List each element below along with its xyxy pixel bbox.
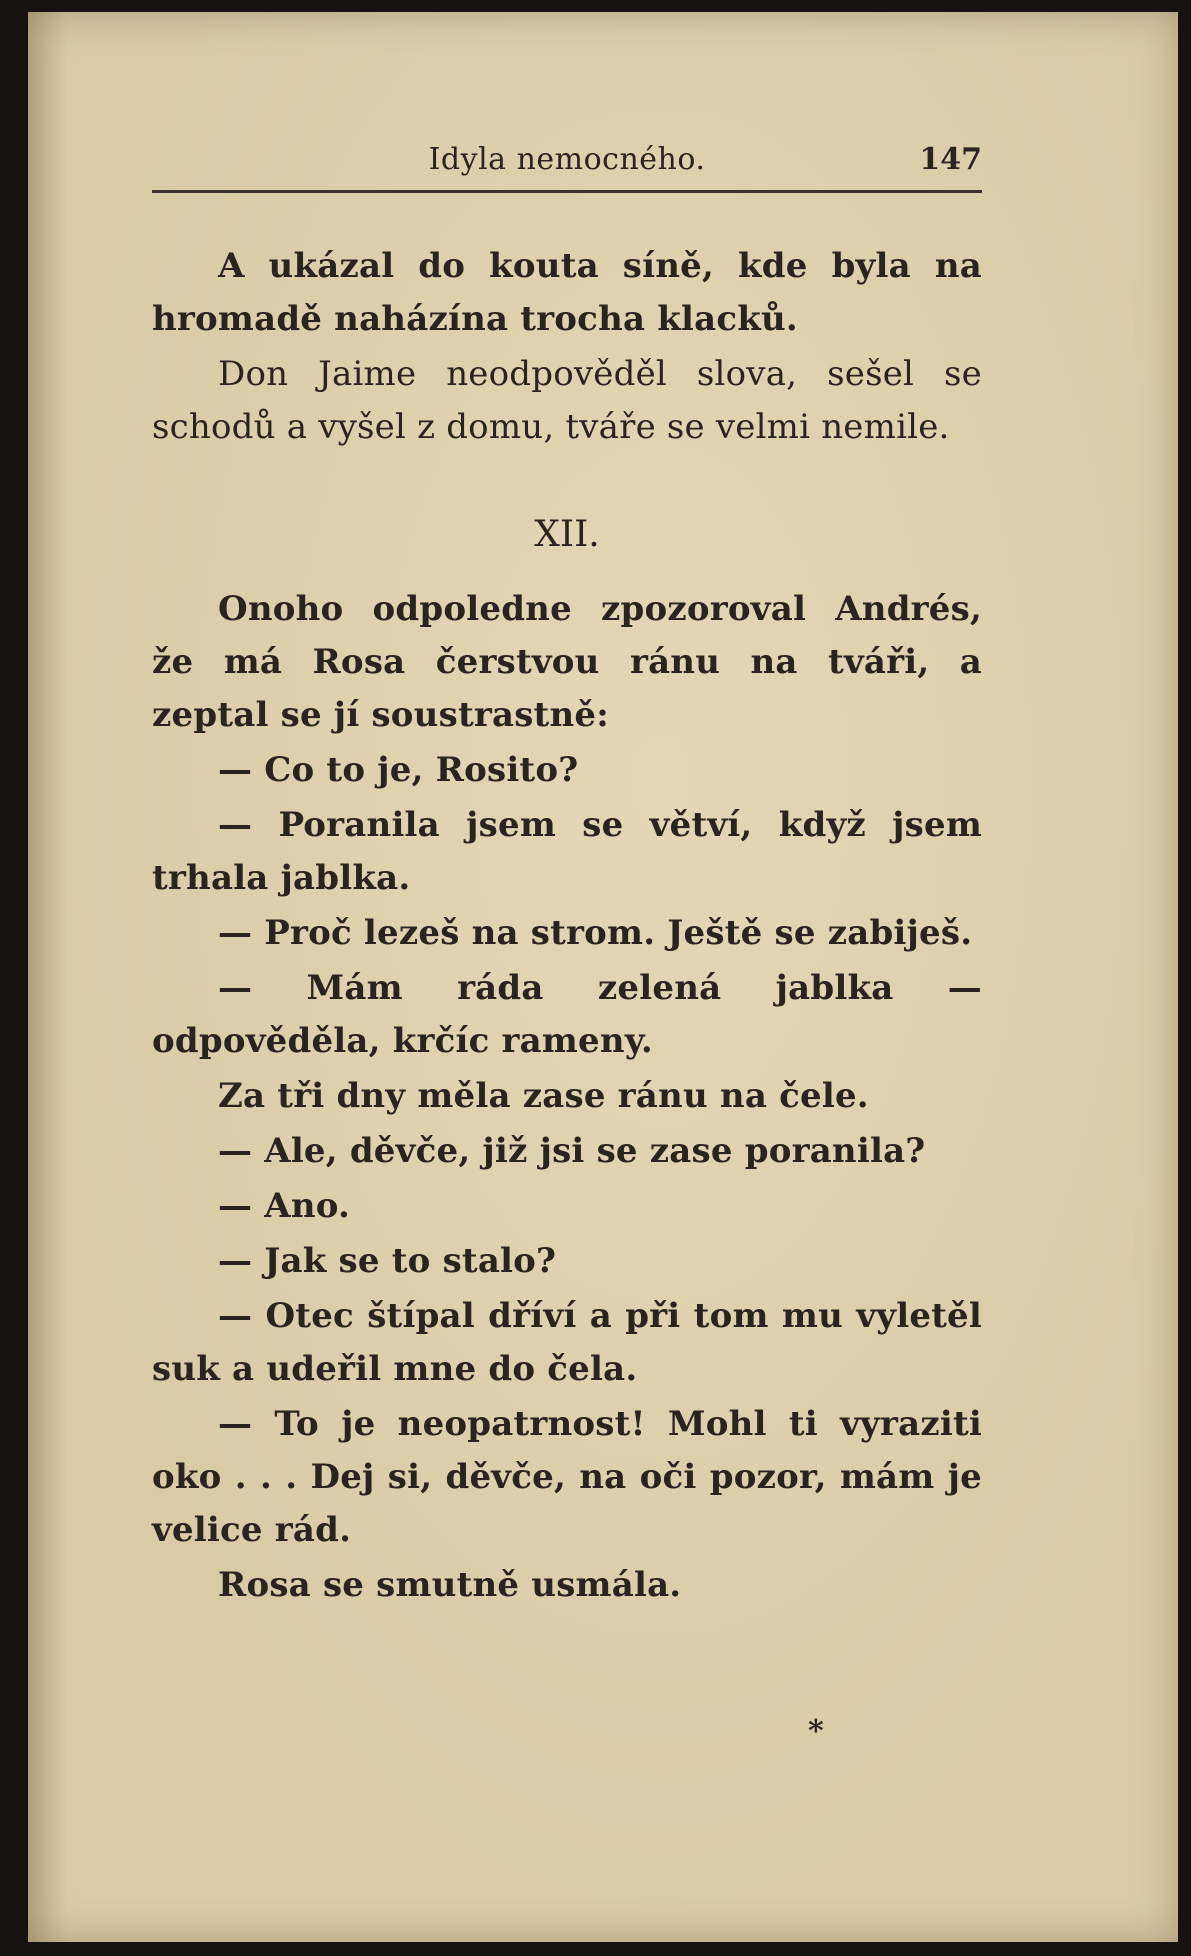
chapter-heading: XII.: [534, 514, 600, 555]
page-number: 147: [919, 142, 982, 177]
header-rule: [152, 190, 982, 193]
dialogue-line: — Poranila jsem se větví, když jsem trhala jablka.: [152, 805, 982, 898]
page-body: [152, 240, 982, 1614]
paragraph: Don Jaime neodpověděl slova, sešel se schodů a vyšel z domu, tváře se velmi nemile.: [152, 354, 982, 447]
dialogue-line: — Otec štípal dříví a při tom mu vyletěl suk a udeřil mne do čela.: [152, 1296, 982, 1389]
dialogue-line: — Ano.: [218, 1186, 351, 1226]
section-ornament: *: [808, 1714, 824, 1749]
running-title: Idyla nemocného.: [428, 142, 706, 177]
paragraph: A ukázal do kouta síně, kde byla na hromadě naházína trocha klacků.: [152, 246, 982, 339]
dialogue-line: — Proč lezeš na strom. Ještě se zabiješ.: [218, 913, 973, 953]
dialogue-line: — To je neopatrnost! Mohl ti vyraziti oko . . . Dej si, děvče, na oči pozor, mám je velice rád.: [152, 1404, 982, 1550]
running-header: [152, 138, 982, 182]
paragraph: Rosa se smutně usmála.: [218, 1565, 682, 1605]
dialogue-line: — Jak se to stalo?: [218, 1241, 557, 1281]
paragraph: Za tři dny měla zase ránu na čele.: [218, 1076, 869, 1116]
dialogue-line: — Ale, děvče, již jsi se zase poranila?: [218, 1131, 926, 1171]
paragraph: Onoho odpoledne zpozoroval Andrés, že má Rosa čerstvou ránu na tváři, a zeptal se jí soustrastně:: [152, 589, 982, 735]
dialogue-line: — Co to je, Rosito?: [218, 750, 579, 790]
dialogue-line: — Mám ráda zelená jablka — odpověděla, krčíc rameny.: [152, 968, 982, 1061]
